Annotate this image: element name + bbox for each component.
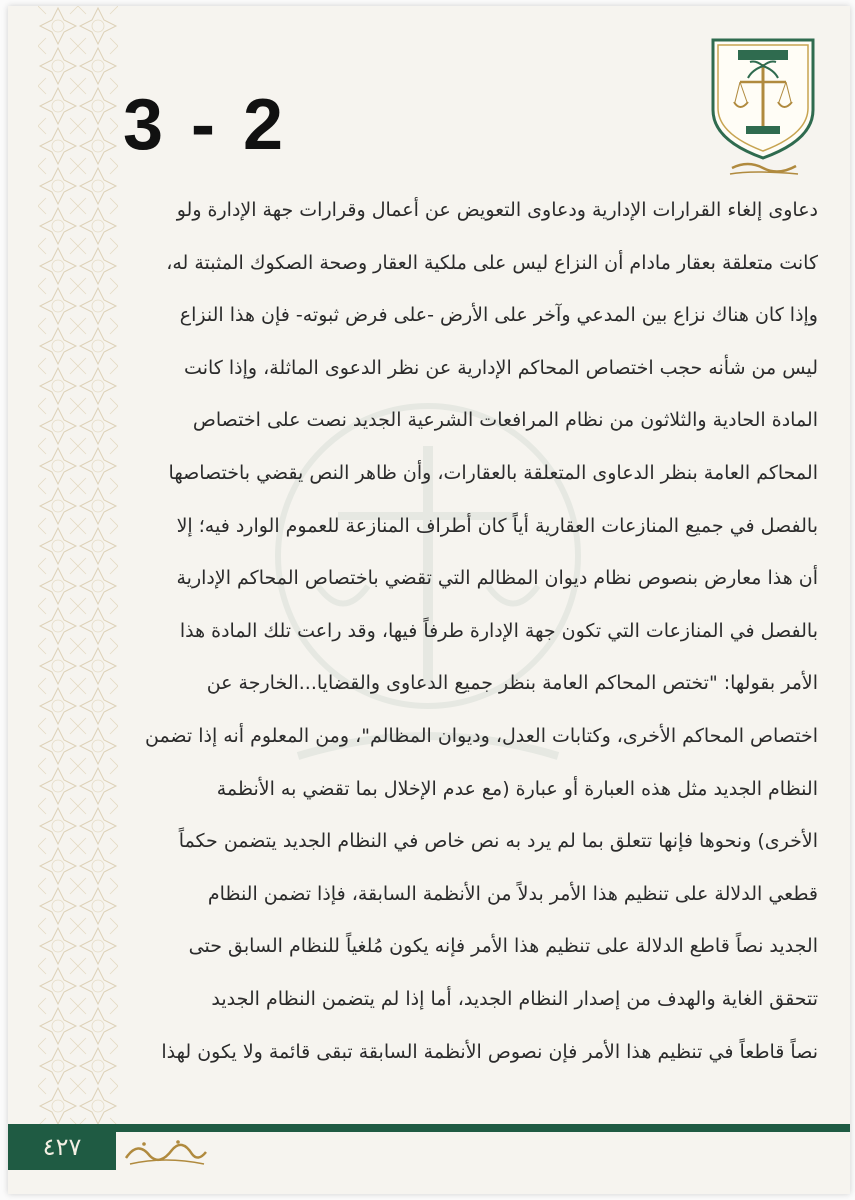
paragraph-line: المادة الحادية والثلاثون من نظام المرافعات الشرعية الجديد نصت على اختصاص	[192, 409, 818, 432]
paragraph-line: اختصاص المحاكم الأخرى، وكتابات العدل، وديوان المظالم"، ومن المعلوم أنه إذا تضمن	[144, 724, 818, 747]
diwan-calligraphy-logo-icon	[120, 1130, 210, 1170]
document-page	[8, 6, 850, 1194]
paragraph-line: دعاوى إلغاء القرارات الإدارية ودعاوى التعويض عن أعمال وقرارات جهة الإدارة ولو	[176, 199, 818, 221]
paragraph-line: الأخرى) ونحوها فإنها تتعلق بما لم يرد به نص خاص في النظام الجديد يتضمن حكماً	[178, 830, 818, 853]
paragraph-line: النظام الجديد مثل هذه العبارة أو عبارة (مع عدم الإخلال بما تقضي به الأنظمة	[216, 777, 818, 800]
paragraph-line: بالفصل في المنازعات التي تكون جهة الإدارة طرفاً فيها، وقد راعت تلك المادة هذا	[179, 619, 818, 642]
page-number: ٤٢٧	[8, 1124, 116, 1170]
paragraph-line: كانت متعلقة بعقار مادام أن النزاع ليس على ملكية العقار وصحة الصكوك المثبتة له،	[166, 251, 818, 274]
paragraph-line: بالفصل في جميع المنازعات العقارية أياً كان أطراف المنازعة للعموم الوارد فيه؛ إلا	[176, 514, 818, 537]
geometric-border-ornament	[38, 6, 118, 1124]
paragraph-line: وإذا كان هناك نزاع بين المدعي وآخر على الأرض -على فرض ثبوته- فإن هذا النزاع	[179, 304, 818, 327]
paragraph-line: نصاً قاطعاً في تنظيم هذا الأمر فإن نصوص الأنظمة السابقة تبقى قائمة ولا يكون لهذا	[161, 1040, 818, 1063]
paragraph-line: تتحقق الغاية والهدف من إصدار النظام الجديد، أما إذا لم يتضمن النظام الجديد	[211, 987, 818, 1010]
paragraph-line: الأمر بقولها: "تختص المحاكم العامة بنظر جميع الدعاوى والقضايا...الخارجة عن	[206, 672, 818, 695]
paragraph-line: قطعي الدلالة على تنظيم هذا الأمر بدلاً من الأنظمة السابقة، فإذا تضمن النظام	[207, 882, 818, 905]
paragraph-line: المحاكم العامة بنظر الدعاوى المتعلقة بالعقارات، وأن ظاهر النص يقضي باختصاصها	[168, 461, 818, 484]
section-heading: 3 - 2	[123, 85, 288, 165]
paragraph-line: أن هذا معارض بنصوص نظام ديوان المظالم التي تقضي باختصاص المحاكم الإدارية	[176, 567, 818, 590]
diwan-al-mazalim-emblem-icon	[708, 30, 818, 180]
paragraph-line: ليس من شأنه حجب اختصاص المحاكم الإدارية عن نظر الدعوى الماثلة، وإذا كانت	[184, 356, 818, 379]
article-body	[118, 184, 818, 1078]
paragraph-line: الجديد نصاً قاطع الدلالة على تنظيم هذا الأمر فإنه يكون مُلغياً للنظام السابق حتى	[188, 935, 818, 958]
